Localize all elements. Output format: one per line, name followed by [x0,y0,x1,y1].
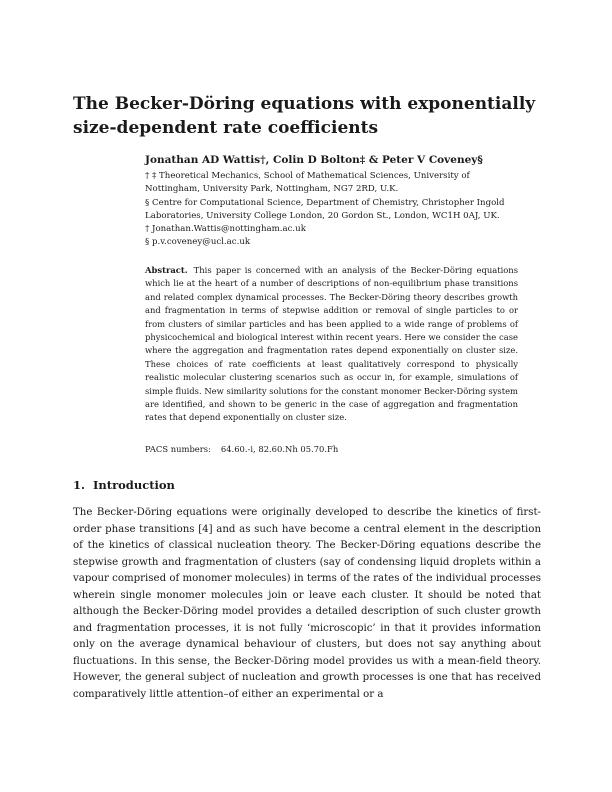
author-list: Jonathan AD Wattis†, Colin D Bolton‡ & Peter V Coveney§ [145,154,483,166]
pacs-values: 64.60.-i, 82.60.Nh 05.70.Fh [220,444,339,454]
affiliations [145,170,525,250]
section-heading-introduction [73,478,175,492]
email-wattis: † Jonathan.Wattis@nottingham.ac.uk [145,224,306,235]
pacs-line [145,444,505,454]
affiliation-ucl: § Centre for Computational Science, Department of Chemistry, Christopher Ingold Laboratories, University College London, 20 Gordon St., London, WC1H 0AJ, UK. [145,197,505,221]
affiliation-nottingham: † ‡ Theoretical Mechanics, School of Mathematical Sciences, University of Nottingham, University Park, Nottingham, NG7 2RD, U.K. [145,171,470,195]
pacs-label: PACS numbers: [145,444,211,454]
section-title: Introduction [93,478,175,492]
paper-title: The Becker-Döring equations with exponentially size-dependent rate coefficients [73,94,536,138]
abstract-text: This paper is concerned with an analysis of the Becker-Döring equations which lie at the heart of a number of descriptions of non-equilibrium phase transitions and related complex dynamical processes. The Becker-Döring theory describes growth and fragmentation in terms of stepwise addition or removal of single particles to or from clusters of similar particles and has been applied to a wide range of problems of physicochemical and biological interest within recent years. Here we consider the case where the aggregation and fragmentation rates depend exponentially on cluster size. These choices of rate coefficients at least qualitatively correspond to physically realistic molecular clustering scenarios such as occur in, for example, simulations of simple fluids. New similarity solutions for the constant monomer Becker-Döring system are identified, and shown to be generic in the case of aggregation and fragmentation rates that depend exponentially on cluster size. [145,265,518,423]
abstract-label: Abstract. [145,265,188,275]
introduction-paragraph: The Becker-Döring equations were originally developed to describe the kinetics of first-order phase transitions [4] and as such have become a central element in the description of the kinetics of classical nucleation theory. The Becker-Döring equations describe the stepwise growth and fragmentation of clusters (say of condensing liquid droplets within a vapour comprised of monomer molecules) in terms of the rates of the individual processes wherein single monomer molecules join or leave each cluster. It should be noted that although the Becker-Döring model provides a detailed description of such cluster growth and fragmentation processes, it is not fully ‘microscopic’ in that it provides information only on the average dynamical behaviour of clusters, but does not say anything about fluctuations. In this sense, the Becker-Döring model provides us with a mean-field theory. However, the general subject of nucleation and growth processes is one that has received comparatively little attention–of either an experimental or a [73,507,541,700]
email-coveney: § p.v.coveney@ucl.ac.uk [145,237,251,248]
section-number: 1. [73,478,86,492]
abstract [145,264,518,425]
